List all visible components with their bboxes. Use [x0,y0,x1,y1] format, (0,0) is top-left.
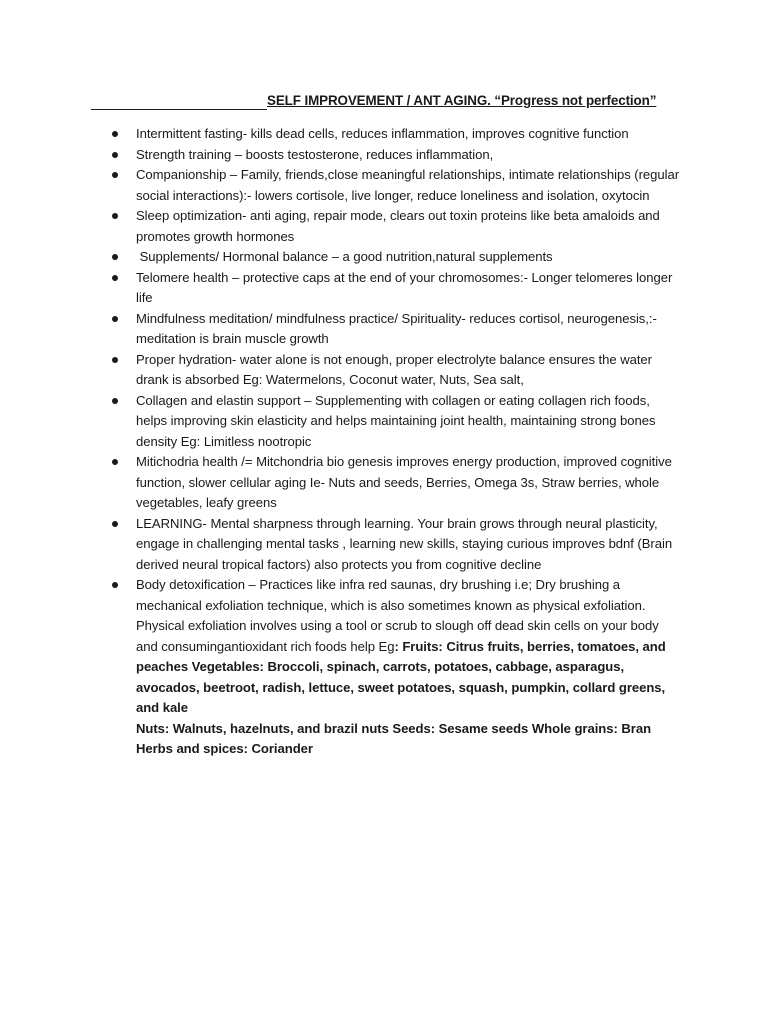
list-item-text: Proper hydration- water alone is not enough, proper electrolyte balance ensures the water drank is absorbed Eg: Watermelons, Coconut water, Nuts, Sea salt, [136,351,652,387]
list-item-text: Mindfulness meditation/ mindfulness practice/ Spirituality- reduces cortisol, neurogenesis,:- meditation is brain muscle growth [136,310,657,346]
list-item-text: Intermittent fasting- kills dead cells, reduces inflammation, improves cognitive function [136,126,629,141]
list-item [136,391,684,453]
list-item [136,350,684,391]
list-item [136,145,684,166]
list-item-text: Mitichodria health /= Mitchondria bio genesis improves energy production, improved cognitive function, slower cellular aging Ie- Nuts and seeds, Berries, Omega 3s, Straw berries, whole vegetables, leafy greens [136,454,672,510]
bullet-list [136,124,684,760]
bullet-icon [112,131,118,137]
list-item-text: Companionship – Family, friends,close meaningful relationships, intimate relationships (regular social interactions):- lowers cortisole, live longer, reduce loneliness and isolation, oxytocin [136,167,680,203]
bullet-icon [112,213,118,219]
list-item [136,575,684,760]
bullet-icon [112,275,118,281]
list-item [136,165,684,206]
list-item-text: Collagen and elastin support – Supplementing with collagen or eating collagen rich foods, helps improving skin elasticity and helps maintaining joint health, maintaining strong bones density Eg: Limitless nootropic [136,392,656,449]
list-item-text: Sleep optimization- anti aging, repair mode, clears out toxin proteins like beta amaloids and promotes growth hormones [136,208,660,244]
bullet-icon [112,582,118,588]
title-row [91,93,657,113]
bullet-icon [112,398,118,404]
bullet-icon [112,316,118,322]
title-underline-rule [91,109,267,110]
list-item-text: Body detoxification – Practices like infra red saunas, dry brushing i.e; Dry brushing a mechanical exfoliation technique, which is also sometimes known as physical exfoliation. Physical exfoliation involves using a tool or scrub to slough off dead skin cells on your body and consumingantioxidant rich foods help Eg [136,577,659,654]
list-item [136,206,684,247]
bullet-icon [112,172,118,178]
list-item [136,514,684,576]
bullet-icon [112,521,118,527]
bullet-icon [112,152,118,158]
list-item [136,124,684,145]
food-examples-bold-continued: Nuts: Walnuts, hazelnuts, and brazil nuts Seeds: Sesame seeds Whole grains: Bran Herbs and spices: Coriander [136,720,652,756]
list-item [136,309,684,350]
bullet-icon [112,254,118,260]
document-title: SELF IMPROVEMENT / ANT AGING. “Progress not perfection” [267,93,657,108]
food-examples-bold: : Fruits: Citrus fruits, berries, tomatoes, and peaches Vegetables: Broccoli, spinach, carrots, potatoes, cabbage, asparagus, avocados, beetroot, radish, lettuce, sweet potatoes, squash, pumpkin, collard greens, and kale [136,638,666,715]
list-item [136,268,684,309]
bullet-icon [112,357,118,363]
list-item-text: LEARNING- Mental sharpness through learning. Your brain grows through neural plasticity, engage in challenging mental tasks , learning new skills, staying curious improves bdnf (Brain derived neural tropical factors) also protects you from cognitive decline [136,515,673,572]
list-item-text: Supplements/ Hormonal balance – a good nutrition,natural supplements [139,249,553,264]
list-item-text: Telomere health – protective caps at the end of your chromosomes:- Longer telomeres longer life [136,269,673,305]
list-item [136,452,684,514]
list-item-text: Strength training – boosts testosterone, reduces inflammation, [136,146,494,162]
bullet-icon [112,459,118,465]
list-item [136,247,684,268]
